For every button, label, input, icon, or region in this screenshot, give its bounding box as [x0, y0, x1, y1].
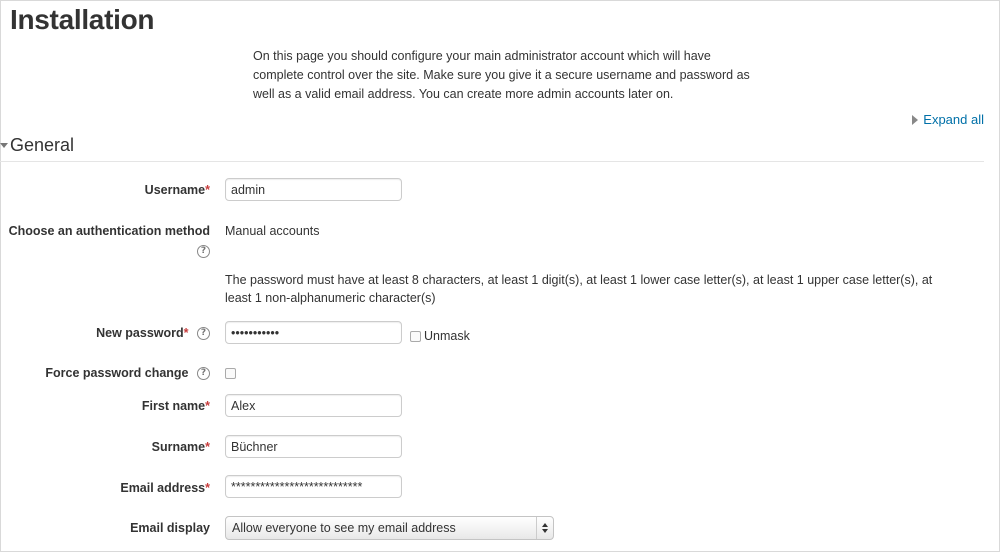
collapse-arrow-icon — [0, 143, 8, 148]
required-marker: * — [205, 481, 210, 495]
help-icon[interactable]: ? — [197, 245, 210, 258]
required-marker: * — [183, 326, 189, 340]
section-general-header[interactable] — [0, 135, 984, 162]
auth-method-value: Manual accounts — [225, 224, 320, 238]
required-marker: * — [205, 399, 210, 413]
first-name-input[interactable] — [225, 394, 402, 417]
auth-method-label: Choose an authentication method — [8, 224, 210, 238]
help-icon[interactable]: ? — [197, 367, 210, 380]
page-title: Installation — [10, 4, 155, 35]
expand-all-label: Expand all — [923, 112, 984, 127]
first-name-label: First name* — [141, 399, 210, 413]
unmask-label: Unmask — [424, 329, 470, 343]
required-marker: * — [205, 440, 210, 454]
email-address-label: Email address* — [120, 481, 210, 495]
username-input[interactable] — [225, 178, 402, 201]
email-address-input[interactable] — [225, 475, 402, 498]
surname-label: Surname* — [151, 440, 210, 454]
help-icon[interactable]: ? — [197, 327, 210, 340]
section-title: General — [10, 135, 75, 155]
email-display-selected: Allow everyone to see my email address — [232, 521, 456, 535]
surname-input[interactable] — [225, 435, 402, 458]
required-marker: * — [205, 183, 210, 197]
new-password-input[interactable] — [225, 321, 402, 344]
force-password-change-checkbox[interactable] — [225, 368, 236, 379]
select-arrows-icon — [536, 517, 553, 539]
unmask-checkbox[interactable] — [410, 331, 421, 342]
expand-arrow-icon — [912, 115, 918, 125]
intro-text: On this page you should configure your main administrator account which will have complete control over the site. Make sure you give it a secure username and password as well as a valid email address. You can create more admin accounts later on. — [253, 49, 750, 101]
new-password-label: New password* ? — [96, 326, 210, 340]
force-password-change-label: Force password change ? — [45, 366, 210, 380]
password-rules-text: The password must have at least 8 characters, at least 1 digit(s), at least 1 lower case letter(s), at least 1 upper case letter(s), at least 1 non-alphanumeric character(s) — [225, 273, 933, 305]
unmask-toggle[interactable] — [410, 329, 470, 343]
email-display-select[interactable] — [225, 516, 554, 540]
expand-all-link[interactable] — [912, 112, 984, 127]
email-display-label: Email display — [130, 521, 210, 535]
username-label: Username* — [144, 183, 210, 197]
